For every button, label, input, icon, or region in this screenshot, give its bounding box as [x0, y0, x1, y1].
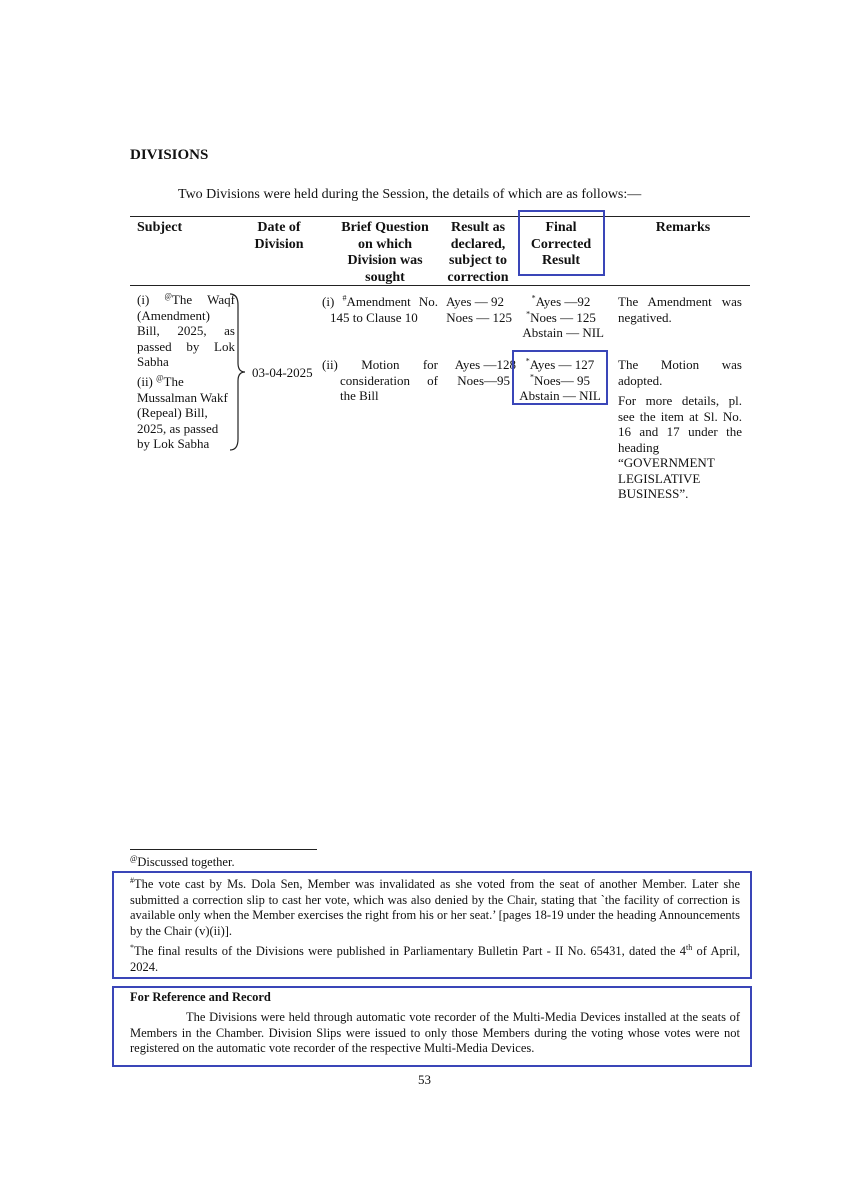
question-2: (ii) Motion for consideration of the Bill: [322, 357, 438, 403]
col-header-subject: Subject: [137, 220, 183, 235]
reference-text: The Divisions were held through automatic vote recorder of the Multi-Media Devices installed at the seats of Members in the Chamber. Division Slips were issued to only those Members during the voting whose votes were not registered on the automatic vote recorder of the respective Multi-Media Devices.: [130, 1010, 740, 1055]
final-header-highlight: [518, 210, 605, 276]
result-2: Ayes —128 Noes—95: [454, 357, 516, 388]
col-header-remarks: Remarks: [655, 220, 711, 235]
intro-text: Two Divisions were held during the Session, the details of which are as follows:—: [178, 187, 642, 202]
subject-1: (i) @The Waqf (Amendment) Bill, 2025, as passed by Lok Sabha: [137, 291, 235, 369]
footnote-hash: #The vote cast by Ms. Dola Sen, Member was invalidated as she voted from the seat of another Member. Later she submitted a correction slip to cast her vote, which was also denied by the Chair, stating that `the facility of correction is available only when the Member exercises the right from his or her seat.’ [pages 18-19 under the heading Announcements by the Chair (v)(ii)].: [130, 875, 740, 938]
col-header-question: Brief Question on which Division was sought: [341, 220, 429, 285]
remarks-1: The Amendment was negatived.: [618, 294, 742, 325]
final-result-1: *Ayes —92 *Noes — 125 Abstain — NIL: [522, 293, 604, 340]
footnote-at: @Discussed together.: [130, 853, 235, 869]
final-result-2: *Ayes — 127 *Noes— 95 Abstain — NIL: [519, 356, 601, 403]
question-1: (i) #Amendment No. 145 to Clause 10: [322, 293, 438, 325]
table-top-rule: [130, 216, 750, 217]
col-header-final: Final Corrected Result: [530, 220, 592, 268]
grouping-brace: [228, 293, 248, 451]
remarks-2: The Motion was adopted. For more details, pl. see the item at Sl. No. 16 and 17 under the heading “GOVERNMENT LEGISLATIVE BUSINESS”.: [618, 357, 742, 501]
col-header-date: Date of Division: [254, 220, 304, 252]
section-heading: DIVISIONS: [130, 147, 209, 163]
page-number: 53: [418, 1072, 431, 1087]
footnote-separator: [130, 849, 317, 850]
footnote-star: *The final results of the Divisions were published in Parliamentary Bulletin Part - II No. 65431, dated the 4th of April, 2024.: [130, 942, 740, 974]
subject-2: (ii) @The Mussalman Wakf (Repeal) Bill, 2025, as passed by Lok Sabha: [137, 373, 228, 451]
col-header-result: Result as declared, subject to correction: [447, 220, 509, 285]
result-1: Ayes — 92 Noes — 125: [445, 294, 512, 325]
reference-title: For Reference and Record: [130, 990, 271, 1004]
division-date: 03-04-2025: [252, 365, 313, 380]
final-result-2-highlight: [512, 350, 608, 405]
